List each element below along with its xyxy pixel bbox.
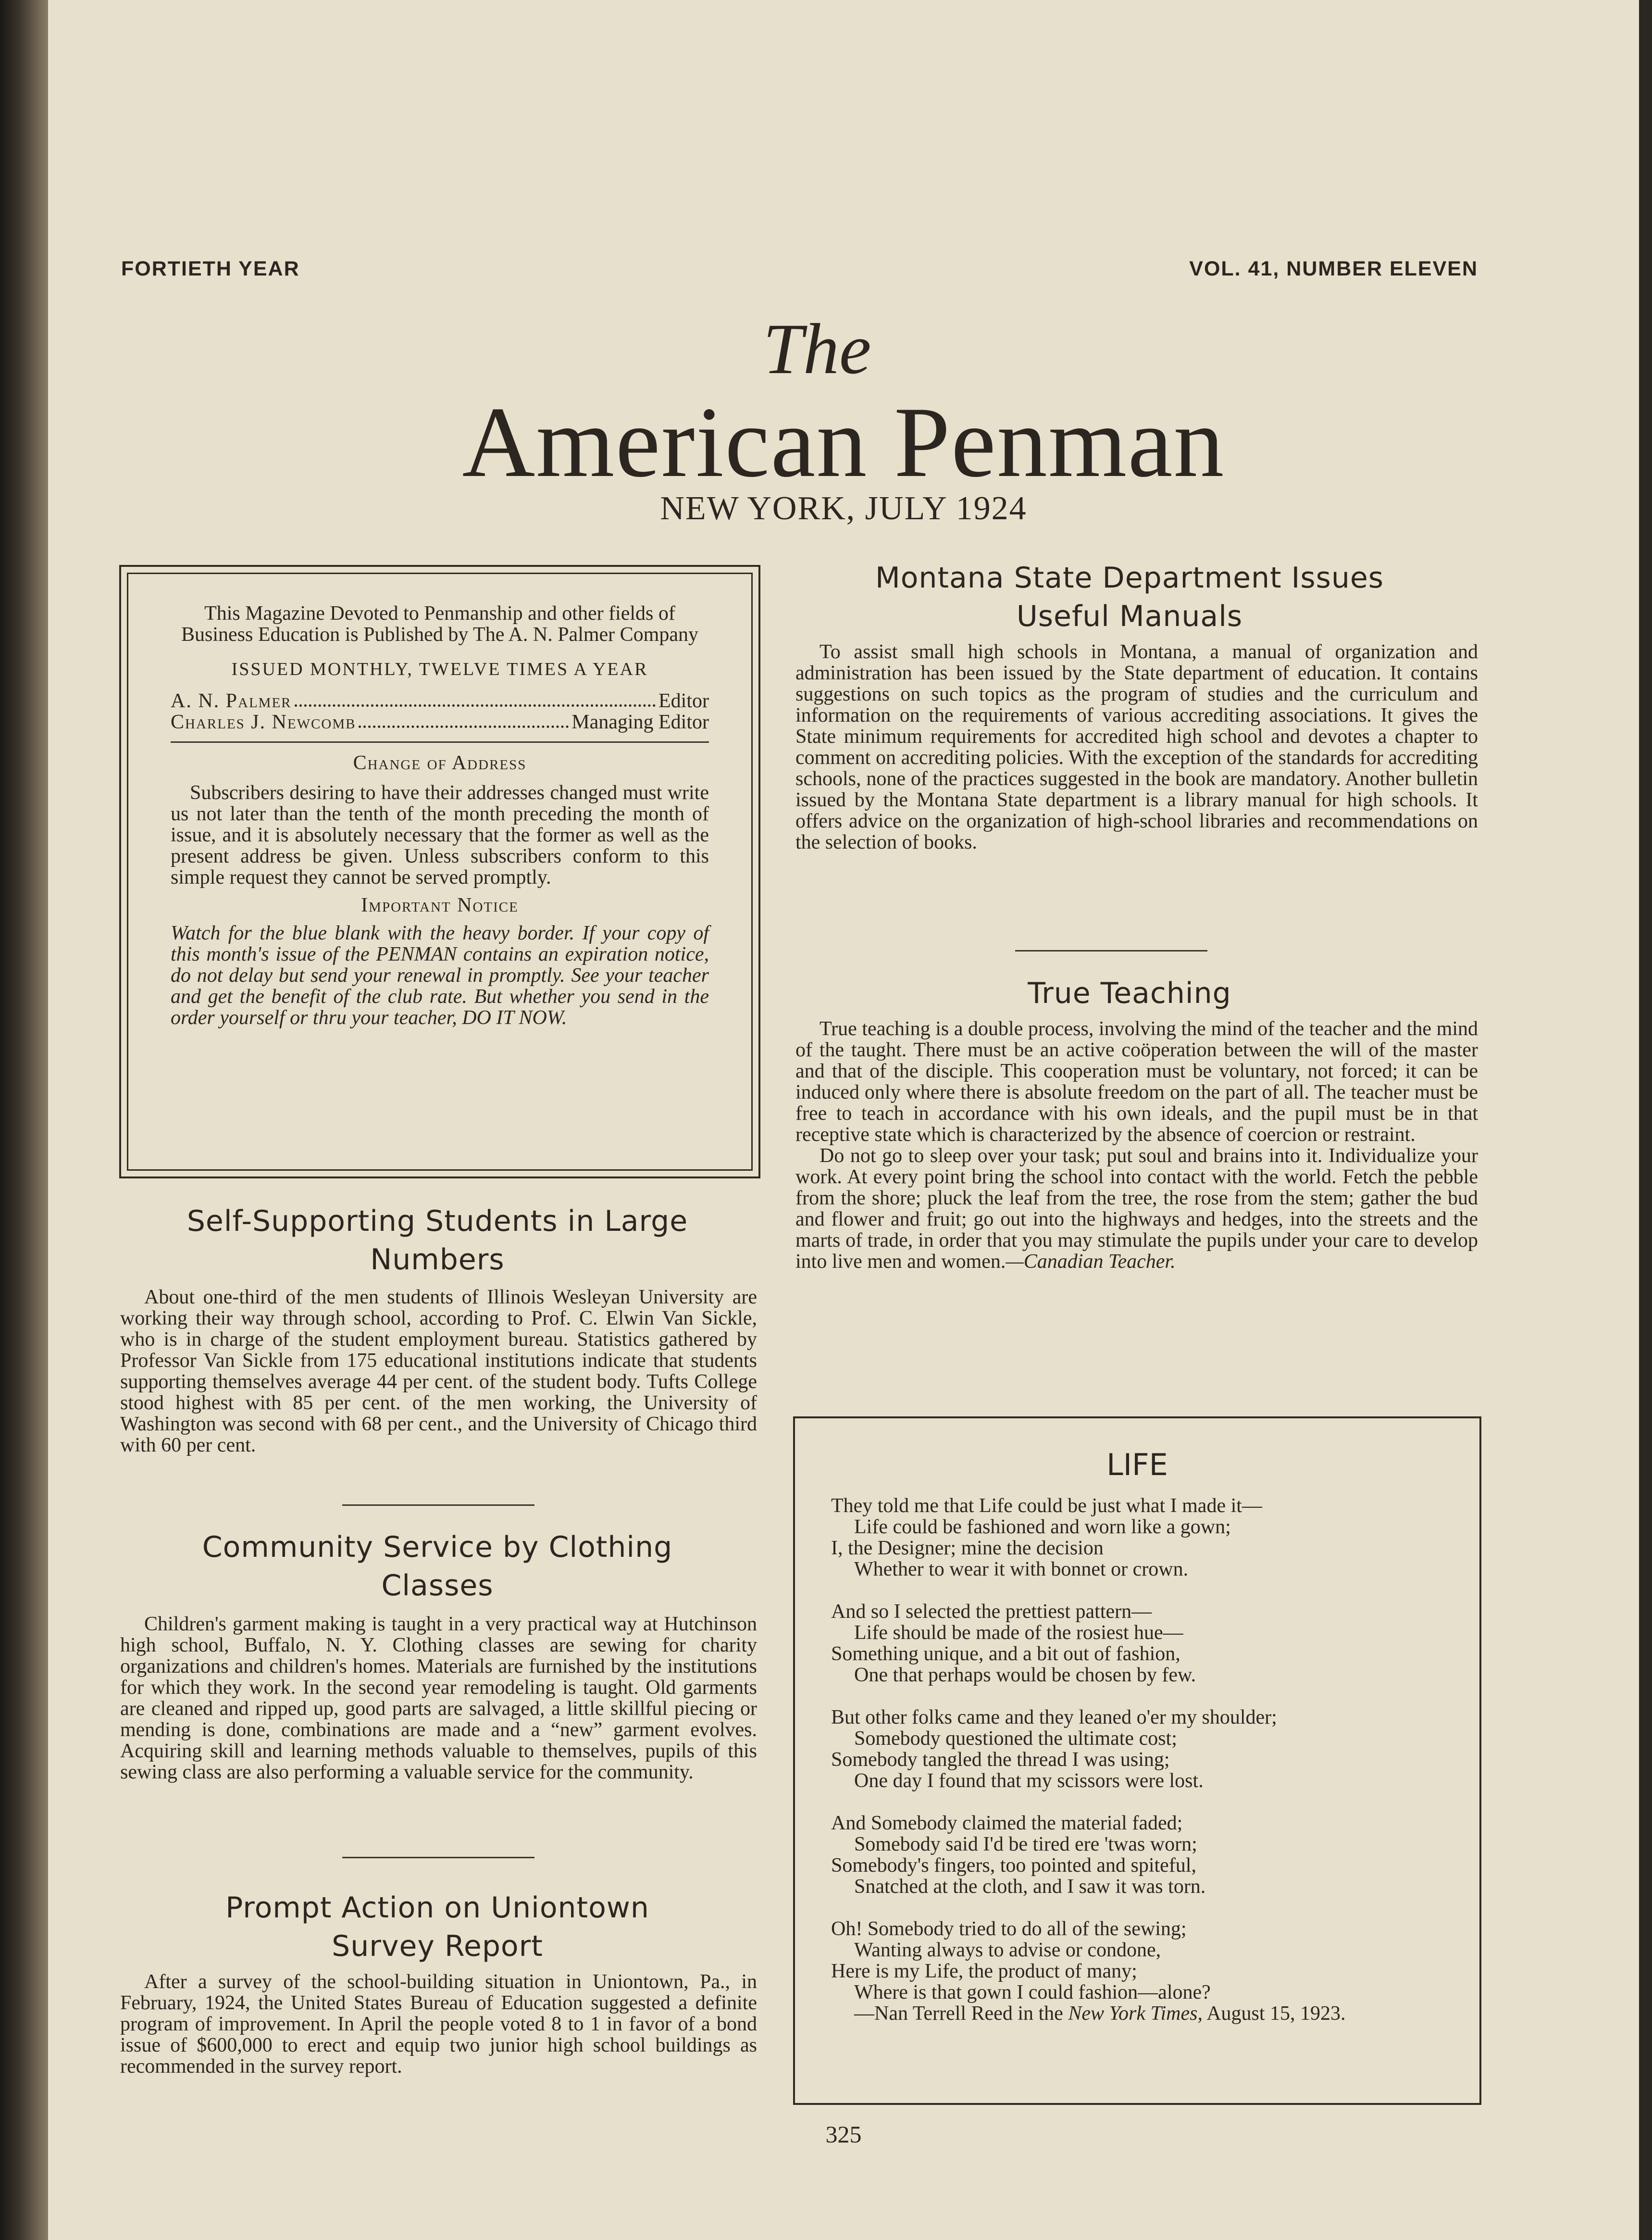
poem-stanza xyxy=(831,1918,1426,2003)
masthead-the: The xyxy=(763,309,871,389)
poem-stanza xyxy=(831,1601,1426,1686)
running-head-left: FORTIETH YEAR xyxy=(121,257,300,280)
poem-line: And so I selected the prettiest pattern— xyxy=(831,1601,1152,1623)
poem-line: But other folks came and they leaned o'er my shoulder; xyxy=(831,1706,1277,1728)
poem-line: Here is my Life, the product of many; xyxy=(831,1960,1137,1982)
poem-line: Oh! Somebody tried to do all of the sewing; xyxy=(831,1918,1187,1940)
poem-line: Life could be fashioned and worn like a gown; xyxy=(854,1516,1231,1538)
poem-stanza xyxy=(831,1813,1426,1897)
poem-line: Where is that gown I could fashion—alone? xyxy=(854,1981,1211,2003)
editor-role: Editor xyxy=(658,690,709,712)
poem-line: Snatched at the cloth, and I saw it was torn. xyxy=(854,1876,1206,1898)
managing-editor-line xyxy=(171,712,709,733)
poem-line: And Somebody claimed the material faded; xyxy=(831,1812,1183,1834)
editor-line xyxy=(171,690,709,712)
article-montana xyxy=(795,641,1478,853)
poem-credit xyxy=(831,2003,1426,2024)
section-divider xyxy=(1015,950,1207,951)
article-title-self-supporting: Self-Supporting Students in Large Numbers xyxy=(186,1204,688,1276)
dateline: NEW YORK, JULY 1924 xyxy=(660,490,1027,527)
article-title-montana: Montana State Department Issues Useful Manuals xyxy=(875,561,1384,633)
poem-line: Wanting always to advise or condone, xyxy=(854,1939,1161,1961)
article-body: After a survey of the school-building situation in Uniontown, Pa., in February, 1924, the United States Bureau of Education suggested a definite program of improvement. In April the people voted 8 to 1 in favor of a bond issue of $600,000 to erect and equip two junior high school buildings as recommended in the survey report. xyxy=(120,1971,757,2077)
poem-line: Whether to wear it with bonnet or crown. xyxy=(854,1558,1189,1580)
article-paragraph-text: Do not go to sleep over your task; put soul and brains into it. Individualize your work. At every point bring the school into contact with the world. Fetch the pebble from the shore; pluck the leaf from the tree, the rose from the stem; gather the bud and flower and fruit; go out into the highways and hedges, into the streets and the marts of trade, in order that you may stimulate the pupils under your care to develop into live men and women. xyxy=(795,1145,1478,1273)
managing-editor-role: Managing Editor xyxy=(571,711,709,733)
poem-line: One that perhaps would be chosen by few. xyxy=(854,1664,1196,1686)
article-body: About one-third of the men students of Illinois Wesleyan University are working their way through school, according to Prof. C. Elwin Van Sickle, who is in charge of the student employment bureau. Statistics gathered by Professor Van Sickle from 175 educational institutions indicate that students supporting themselves average 44 per cent. of the student body. Tufts College stood highest with 85 per cent. of the men working, the University of Washington was second with 68 per cent., and the University of Chicago third with 60 per cent. xyxy=(120,1286,757,1456)
article-title-community-service: Community Service by Clothing Classes xyxy=(202,1530,673,1602)
poem-credit-suffix: August 15, 1923. xyxy=(1206,2002,1346,2025)
poem-line: Somebody said I'd be tired ere 'twas worn; xyxy=(854,1833,1197,1855)
poem-line: Something unique, and a bit out of fashion, xyxy=(831,1643,1180,1665)
poem-line: Somebody tangled the thread I was using; xyxy=(831,1749,1170,1771)
publisher-intro: This Magazine Devoted to Penmanship and other fields of Business Education is Published by The A. N. Palmer Company xyxy=(181,602,698,646)
poem-line: One day I found that my scissors were lost. xyxy=(854,1770,1204,1792)
poem-stanza xyxy=(831,1495,1426,1580)
poem-line: Somebody's fingers, too pointed and spiteful, xyxy=(831,1854,1196,1877)
running-head-right: VOL. 41, NUMBER ELEVEN xyxy=(1189,257,1478,280)
article-source: —Canadian Teacher. xyxy=(1006,1251,1176,1273)
section-divider xyxy=(342,1504,534,1506)
editor-name: A. N. Palmer xyxy=(171,690,292,712)
poem-line: I, the Designer; mine the decision xyxy=(831,1537,1104,1559)
important-notice-text: Watch for the blue blank with the heavy border. If your copy of this month's issue of the PENMAN contains an expiration notice, do not delay but send your renewal in promptly. See your teacher and get the benefit of the club rate. But whether you send in the order yourself or thru your teacher, DO IT NOW. xyxy=(171,922,709,1029)
article-body: To assist small high schools in Montana, a manual of organization and administration has been issued by the State department of education. It contains suggestions on such topics as the program of studies and the curriculum and information on the requirements of various accrediting associations. It gives the State minimum requirements for accredited high school and devotes a chapter to comment on accrediting policies. With the exception of the standards for accrediting schools, none of the practices suggested in the book are mandatory. Another bulletin issued by the Montana State department is a library manual for high schools. It offers advice on the organization of high-school libraries and recommendations on the selection of books. xyxy=(795,641,1478,853)
poem-body xyxy=(831,1495,1426,2024)
article-uniontown xyxy=(120,1971,757,2077)
article-title-uniontown: Prompt Action on Uniontown Survey Report xyxy=(225,1891,649,1963)
article-title-true-teaching: True Teaching xyxy=(1028,976,1231,1010)
article-paragraph: True teaching is a double process, involving the mind of the teacher and the mind of the taught. There must be an active coöperation between the will of the master and that of the disciple. This cooperation must be voluntary, not forced; it can be induced only where there is absolute freedom on the part of all. The teacher must be free to teach in accordance with his own ideals, and the pupil must be in that receptive state which is characterized by the absence of coercion or restraint. xyxy=(795,1018,1478,1146)
change-of-address-text: Subscribers desiring to have their addresses changed must write us not later than the tenth of the month preceding the month of issue, and it is absolutely necessary that the former as well as the present address be given. Unless subscribers conform to this simple request they cannot be served promptly. xyxy=(171,782,709,888)
poem-stanza xyxy=(831,1707,1426,1791)
managing-editor-name: Charles J. Newcomb xyxy=(171,711,356,733)
book-spine xyxy=(0,0,48,2240)
poem-title: LIFE xyxy=(1106,1447,1168,1482)
article-self-supporting xyxy=(120,1287,757,1456)
article-paragraph xyxy=(795,1145,1478,1272)
journal-page xyxy=(48,0,1639,2240)
poem-line: They told me that Life could be just what I made it— xyxy=(831,1495,1262,1517)
poem-line: Life should be made of the rosiest hue— xyxy=(854,1622,1183,1644)
masthead-info-box xyxy=(119,565,760,1178)
article-body: Children's garment making is taught in a very practical way at Hutchinson high school, Buffalo, N. Y. Clothing classes are sewing for charity organizations and children's homes. Materials are furnished by the institutions for which they work. In the second year remodeling is taught. Old garments are cleaned and ripped up, good parts are salvaged, a little skillful piecing or mending is done, combinations are made and a “new” garment evolves. Acquiring skill and learning methods valuable to themselves, pupils of this sewing class are also performing a valuable service for the community. xyxy=(120,1613,757,1783)
poem-credit-prefix: —Nan Terrell Reed in the xyxy=(854,2002,1063,2025)
page-number: 325 xyxy=(825,2121,862,2148)
poem-box xyxy=(793,1416,1481,2105)
section-divider xyxy=(342,1857,534,1858)
poem-credit-source: New York Times, xyxy=(1068,2002,1203,2025)
article-community-service xyxy=(120,1614,757,1783)
box-divider xyxy=(171,741,709,743)
article-true-teaching xyxy=(795,1018,1478,1272)
important-notice-heading: Important Notice xyxy=(361,894,519,916)
change-of-address-heading: Change of Address xyxy=(353,752,527,774)
issue-frequency: ISSUED MONTHLY, TWELVE TIMES A YEAR xyxy=(231,659,648,679)
masthead-title: American Penman xyxy=(462,387,1225,498)
poem-line: Somebody questioned the ultimate cost; xyxy=(854,1727,1177,1750)
